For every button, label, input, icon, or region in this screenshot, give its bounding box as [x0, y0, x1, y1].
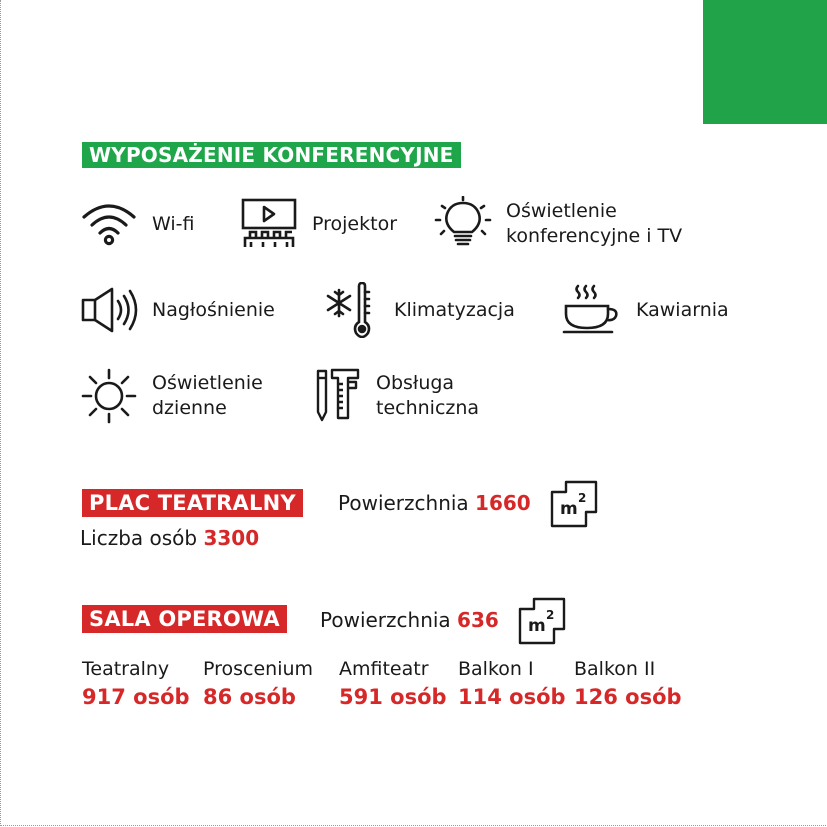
seating-value: 114 osób [458, 685, 566, 709]
feature-label: Wi-fi [152, 212, 195, 235]
plac-area-value: 1660 [475, 491, 531, 515]
tools-icon [314, 368, 362, 424]
sala-area-label: Powierzchnia [320, 608, 451, 632]
corner-accent [703, 0, 827, 124]
seating-value: 126 osób [574, 685, 682, 709]
plac-people-label: Liczba osób [80, 526, 198, 550]
seating-value: 86 osób [203, 685, 296, 709]
speaker-icon [80, 286, 138, 334]
seating-name: Amfiteatr [339, 658, 429, 680]
feature-technical-support [314, 368, 479, 424]
seating-name: Teatralny [82, 658, 170, 680]
sala-area-value: 636 [457, 608, 499, 632]
unit-m: m [528, 616, 546, 636]
unit-m: m [560, 499, 578, 519]
seating-name: Balkon II [574, 658, 656, 680]
feature-label: Nagłośnienie [152, 298, 275, 321]
sun-icon [80, 368, 138, 424]
seating-name: Proscenium [203, 658, 314, 680]
plac-title: PLAC TEATRALNY [82, 489, 303, 517]
plac-people-value: 3300 [203, 526, 260, 550]
feature-label: Obsługa techniczna [376, 372, 480, 419]
feature-projector [240, 198, 397, 250]
feature-label: Kawiarnia [636, 298, 729, 321]
feature-conference-light [434, 196, 682, 252]
feature-daylight [80, 368, 263, 424]
coffee-cup-icon [562, 282, 622, 338]
feature-label: Oświetlenie konferencyjne i TV [506, 200, 683, 247]
seating-teatralny [82, 656, 190, 712]
equipment-heading: WYPOSAŻENIE KONFERENCYJNE [82, 142, 461, 168]
plac-area [338, 490, 531, 516]
seating-balkon-1 [458, 656, 566, 712]
seating-amfiteatr [339, 656, 447, 712]
feature-label: Klimatyzacja [394, 298, 515, 321]
square-meter-icon [550, 480, 600, 528]
square-meter-icon [518, 597, 568, 645]
feature-wifi [80, 201, 194, 247]
seating-value: 591 osób [339, 685, 447, 709]
sala-area [320, 607, 499, 633]
seating-name: Balkon I [458, 658, 534, 680]
feature-label: Oświetlenie dzienne [152, 372, 263, 419]
feature-air-conditioning [322, 282, 515, 338]
air-conditioning-icon [322, 282, 380, 338]
feature-sound [80, 286, 275, 334]
seating-balkon-2 [574, 656, 682, 712]
unit-exp: 2 [546, 608, 555, 622]
plac-area-label: Powierzchnia [338, 491, 469, 515]
seating-proscenium [203, 656, 313, 712]
seating-value: 917 osób [82, 685, 190, 709]
projector-icon [240, 198, 298, 250]
feature-cafe [562, 282, 729, 338]
light-bulb-icon [434, 196, 492, 252]
sala-title: SALA OPEROWA [82, 605, 287, 633]
wifi-icon [80, 201, 138, 247]
unit-exp: 2 [578, 491, 587, 505]
plac-people [80, 525, 259, 551]
feature-label: Projektor [312, 212, 397, 235]
